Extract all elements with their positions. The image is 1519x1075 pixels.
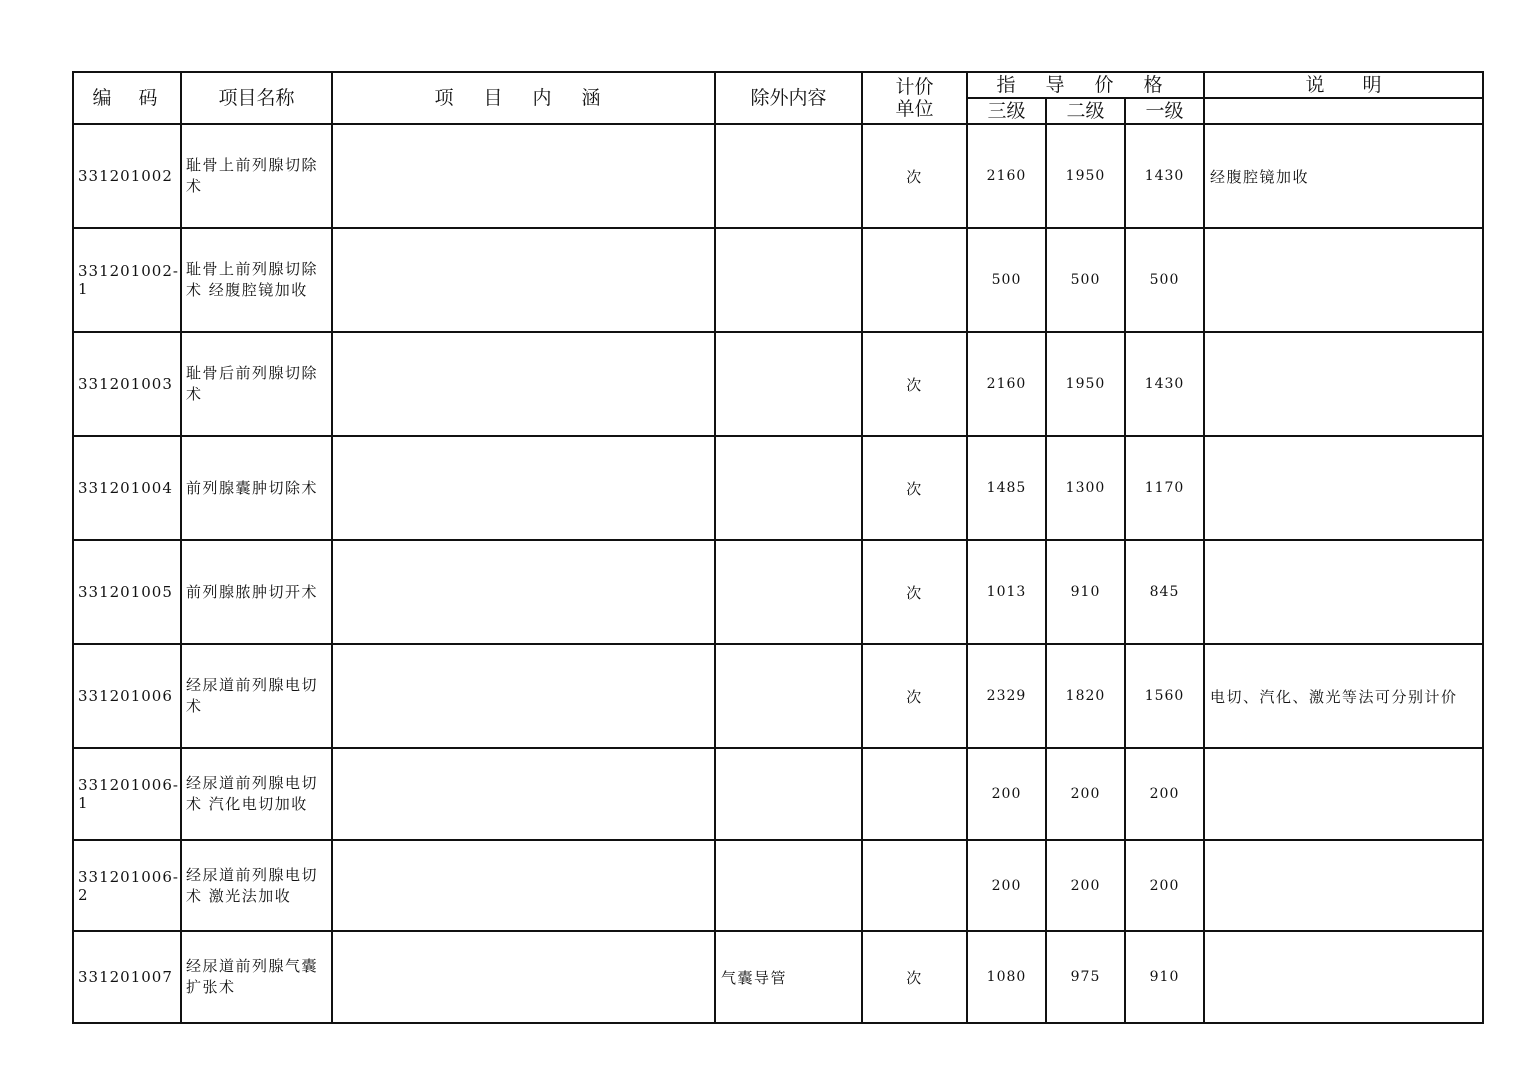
header-unit: 计价 单位 <box>862 72 967 124</box>
level2-price-cell: 200 <box>1046 748 1125 840</box>
table-row <box>73 644 1483 748</box>
level3-price-cell: 2160 <box>967 332 1046 436</box>
code-cell: 331201004 <box>73 436 181 540</box>
excluded-cell: 气囊导管 <box>715 931 862 1023</box>
note-cell <box>1204 436 1483 540</box>
level1-price-cell: 1560 <box>1125 644 1204 748</box>
table-row <box>73 228 1483 332</box>
name-cell: 前列腺囊肿切除术 <box>181 436 332 540</box>
name-cell: 耻骨上前列腺切除术 经腹腔镜加收 <box>181 228 332 332</box>
level2-price-cell: 200 <box>1046 840 1125 931</box>
content-cell <box>332 748 715 840</box>
note-cell <box>1204 748 1483 840</box>
level1-price-cell: 1170 <box>1125 436 1204 540</box>
level2-price-cell: 1950 <box>1046 124 1125 228</box>
name-cell: 耻骨后前列腺切除术 <box>181 332 332 436</box>
price-table <box>72 71 1484 1024</box>
unit-cell: 次 <box>862 644 967 748</box>
table-row <box>73 748 1483 840</box>
level3-price-cell: 1013 <box>967 540 1046 644</box>
code-cell: 331201006-1 <box>73 748 181 840</box>
name-cell: 前列腺脓肿切开术 <box>181 540 332 644</box>
code-cell: 331201007 <box>73 931 181 1023</box>
name-cell: 耻骨上前列腺切除术 <box>181 124 332 228</box>
unit-cell: 次 <box>862 332 967 436</box>
excluded-cell <box>715 840 862 931</box>
content-cell <box>332 124 715 228</box>
excluded-cell <box>715 644 862 748</box>
note-cell <box>1204 540 1483 644</box>
level3-price-cell: 1080 <box>967 931 1046 1023</box>
header-level2: 二级 <box>1046 98 1125 124</box>
header-excluded: 除外内容 <box>715 72 862 124</box>
header-row-top <box>73 72 1483 98</box>
header-note: 说 明 <box>1204 72 1483 98</box>
code-cell: 331201002 <box>73 124 181 228</box>
table-row <box>73 332 1483 436</box>
level3-price-cell: 2329 <box>967 644 1046 748</box>
unit-cell <box>862 748 967 840</box>
level1-price-cell: 845 <box>1125 540 1204 644</box>
level1-price-cell: 200 <box>1125 748 1204 840</box>
name-cell: 经尿道前列腺电切术 汽化电切加收 <box>181 748 332 840</box>
header-guide-price: 指 导 价 格 <box>967 72 1204 98</box>
note-cell <box>1204 931 1483 1023</box>
content-cell <box>332 332 715 436</box>
content-cell <box>332 840 715 931</box>
note-cell <box>1204 840 1483 931</box>
level2-price-cell: 1300 <box>1046 436 1125 540</box>
header-code: 编 码 <box>73 72 181 124</box>
level1-price-cell: 500 <box>1125 228 1204 332</box>
level2-price-cell: 910 <box>1046 540 1125 644</box>
note-cell: 经腹腔镜加收 <box>1204 124 1483 228</box>
table-row <box>73 840 1483 931</box>
code-cell: 331201002-1 <box>73 228 181 332</box>
note-cell <box>1204 228 1483 332</box>
note-cell <box>1204 332 1483 436</box>
header-level3: 三级 <box>967 98 1046 124</box>
level1-price-cell: 1430 <box>1125 332 1204 436</box>
excluded-cell <box>715 748 862 840</box>
code-cell: 331201006 <box>73 644 181 748</box>
excluded-cell <box>715 332 862 436</box>
content-cell <box>332 931 715 1023</box>
header-content: 项 目 内 涵 <box>332 72 715 124</box>
level1-price-cell: 200 <box>1125 840 1204 931</box>
level3-price-cell: 200 <box>967 840 1046 931</box>
unit-cell <box>862 840 967 931</box>
excluded-cell <box>715 228 862 332</box>
excluded-cell <box>715 436 862 540</box>
excluded-cell <box>715 124 862 228</box>
table-row <box>73 436 1483 540</box>
unit-cell <box>862 228 967 332</box>
code-cell: 331201006-2 <box>73 840 181 931</box>
note-cell: 电切、汽化、激光等法可分别计价 <box>1204 644 1483 748</box>
level3-price-cell: 1485 <box>967 436 1046 540</box>
excluded-cell <box>715 540 862 644</box>
level2-price-cell: 500 <box>1046 228 1125 332</box>
header-name: 项目名称 <box>181 72 332 124</box>
level2-price-cell: 975 <box>1046 931 1125 1023</box>
content-cell <box>332 540 715 644</box>
content-cell <box>332 436 715 540</box>
content-cell <box>332 228 715 332</box>
name-cell: 经尿道前列腺电切术 激光法加收 <box>181 840 332 931</box>
level3-price-cell: 200 <box>967 748 1046 840</box>
level2-price-cell: 1820 <box>1046 644 1125 748</box>
header-note-blank <box>1204 98 1483 124</box>
level1-price-cell: 910 <box>1125 931 1204 1023</box>
unit-cell: 次 <box>862 124 967 228</box>
level2-price-cell: 1950 <box>1046 332 1125 436</box>
table-row <box>73 124 1483 228</box>
name-cell: 经尿道前列腺电切术 <box>181 644 332 748</box>
unit-cell: 次 <box>862 931 967 1023</box>
table-row <box>73 540 1483 644</box>
unit-cell: 次 <box>862 436 967 540</box>
name-cell: 经尿道前列腺气囊扩张术 <box>181 931 332 1023</box>
code-cell: 331201003 <box>73 332 181 436</box>
code-cell: 331201005 <box>73 540 181 644</box>
table-row <box>73 931 1483 1023</box>
content-cell <box>332 644 715 748</box>
header-level1: 一级 <box>1125 98 1204 124</box>
level3-price-cell: 2160 <box>967 124 1046 228</box>
level3-price-cell: 500 <box>967 228 1046 332</box>
level1-price-cell: 1430 <box>1125 124 1204 228</box>
unit-cell: 次 <box>862 540 967 644</box>
